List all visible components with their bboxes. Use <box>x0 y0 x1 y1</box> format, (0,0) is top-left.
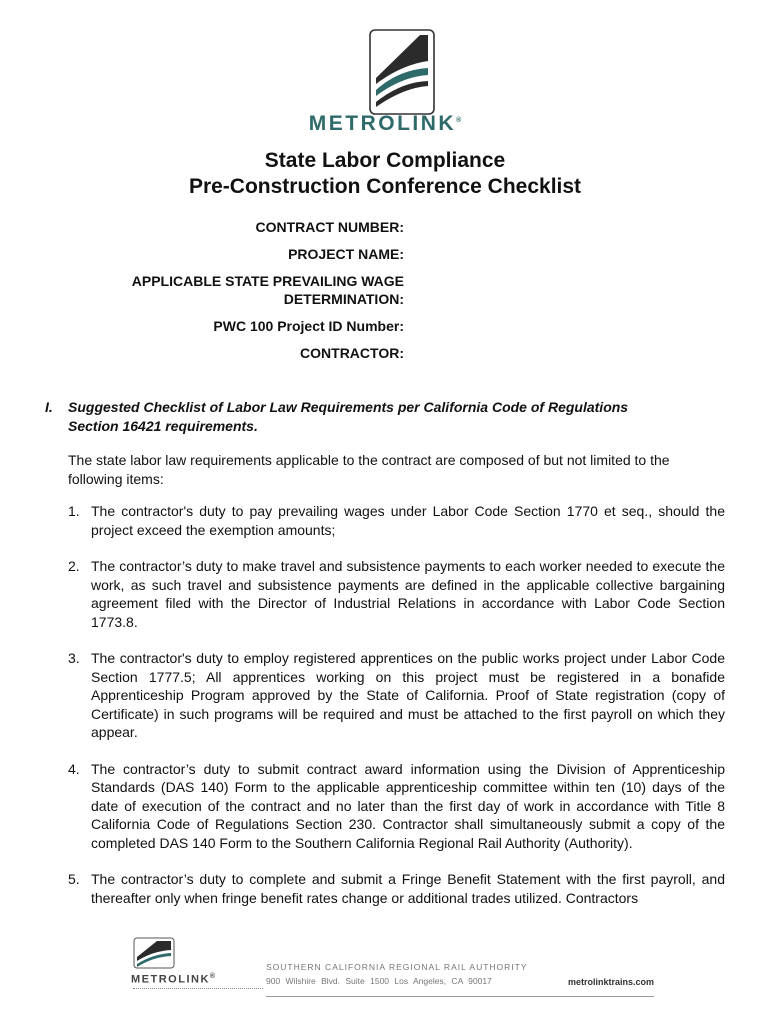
list-item <box>68 557 725 631</box>
section-heading-line2: Section 16421 requirements. <box>68 417 258 434</box>
page-title: State Labor Compliance <box>264 149 506 172</box>
page-footer <box>0 930 770 1024</box>
pwc-project-id-label: PWC 100 Project ID Number: <box>213 318 404 334</box>
list-item-number: 4. <box>68 760 80 777</box>
section-number: I. <box>45 399 53 415</box>
list-item-text: The contractor’s duty to submit contract award information using the Division of Apprenticeship Standards (DAS 140) Form to the applicable apprenticeship committee within ten (10) days of the date of execution of the contract and no later than the first day of work in accordance with Title 8 California Code of Regulations Section 230. Contractor shall simultaneously submit a copy of the completed DAS 140 Form to the Southern California Regional Rail Authority (Authority). <box>91 760 725 851</box>
footer-authority: SOUTHERN CALIFORNIA REGIONAL RAIL AUTHORITY <box>266 962 528 972</box>
footer-address: 900 Wilshire Blvd. Suite 1500 Los Angeles, CA 90017 <box>266 976 492 986</box>
contract-fields <box>0 218 404 362</box>
wage-determination-label-cont: DETERMINATION: <box>283 291 404 307</box>
brand-wordmark: METROLINK® <box>308 112 462 135</box>
list-item <box>68 870 725 907</box>
section-intro: The state labor law requirements applicable to the contract are composed of but not limited to the following items: <box>68 452 670 487</box>
footer-website[interactable]: metrolinktrains.com <box>568 977 655 987</box>
list-item-text: The contractor's duty to pay prevailing wages under Labor Code Section 1770 et seq., should the project exceed the exemption amounts; <box>91 503 725 538</box>
footer-logo <box>133 937 175 969</box>
project-name-label: PROJECT NAME: <box>288 246 404 262</box>
list-item-text: The contractor’s duty to make travel and subsistence payments to each worker needed to execute the work, as such travel and subsistence payments are defined in the applicable collective bargaining agreement filed with the Director of Industrial Relations in accordance with Labor Code Section 1773.8. <box>91 558 725 630</box>
footer-divider <box>266 996 654 997</box>
requirements-list <box>68 502 725 925</box>
section-heading <box>45 398 725 435</box>
list-item-number: 3. <box>68 650 80 666</box>
wage-determination-label: APPLICABLE STATE PREVAILING WAGE <box>131 273 404 289</box>
contract-number-label: CONTRACT NUMBER: <box>255 219 404 235</box>
contractor-label: CONTRACTOR: <box>300 345 404 361</box>
list-item <box>68 649 725 742</box>
metrolink-logo <box>368 28 436 116</box>
list-item-text: The contractor's duty to employ registered apprentices on the public works project under Labor Code Section 1777.5; All apprentices working on this project must be registered in a bonafide Apprenticeship Program approved by the State of California. Proof of State registration (copy of Certificate) in such programs will be required and must be attached to the first payroll on which they appear. <box>91 650 725 740</box>
list-item-number: 5. <box>68 871 80 887</box>
list-item-text: The contractor’s duty to complete and submit a Fringe Benefit Statement with the first payroll, and thereafter only when fringe benefit rates change or additional trades utilized. Contractors <box>91 871 725 906</box>
footer-brand: METROLINK® <box>131 973 216 986</box>
page-subtitle: Pre-Construction Conference Checklist <box>188 175 582 198</box>
section-heading-line1: Suggested Checklist of Labor Law Requirements per California Code of Regulations <box>68 399 629 415</box>
list-item-number: 2. <box>68 558 80 574</box>
list-item <box>68 502 725 539</box>
list-item <box>68 760 725 853</box>
footer-dotted-divider <box>133 988 263 989</box>
list-item-number: 1. <box>68 503 80 519</box>
